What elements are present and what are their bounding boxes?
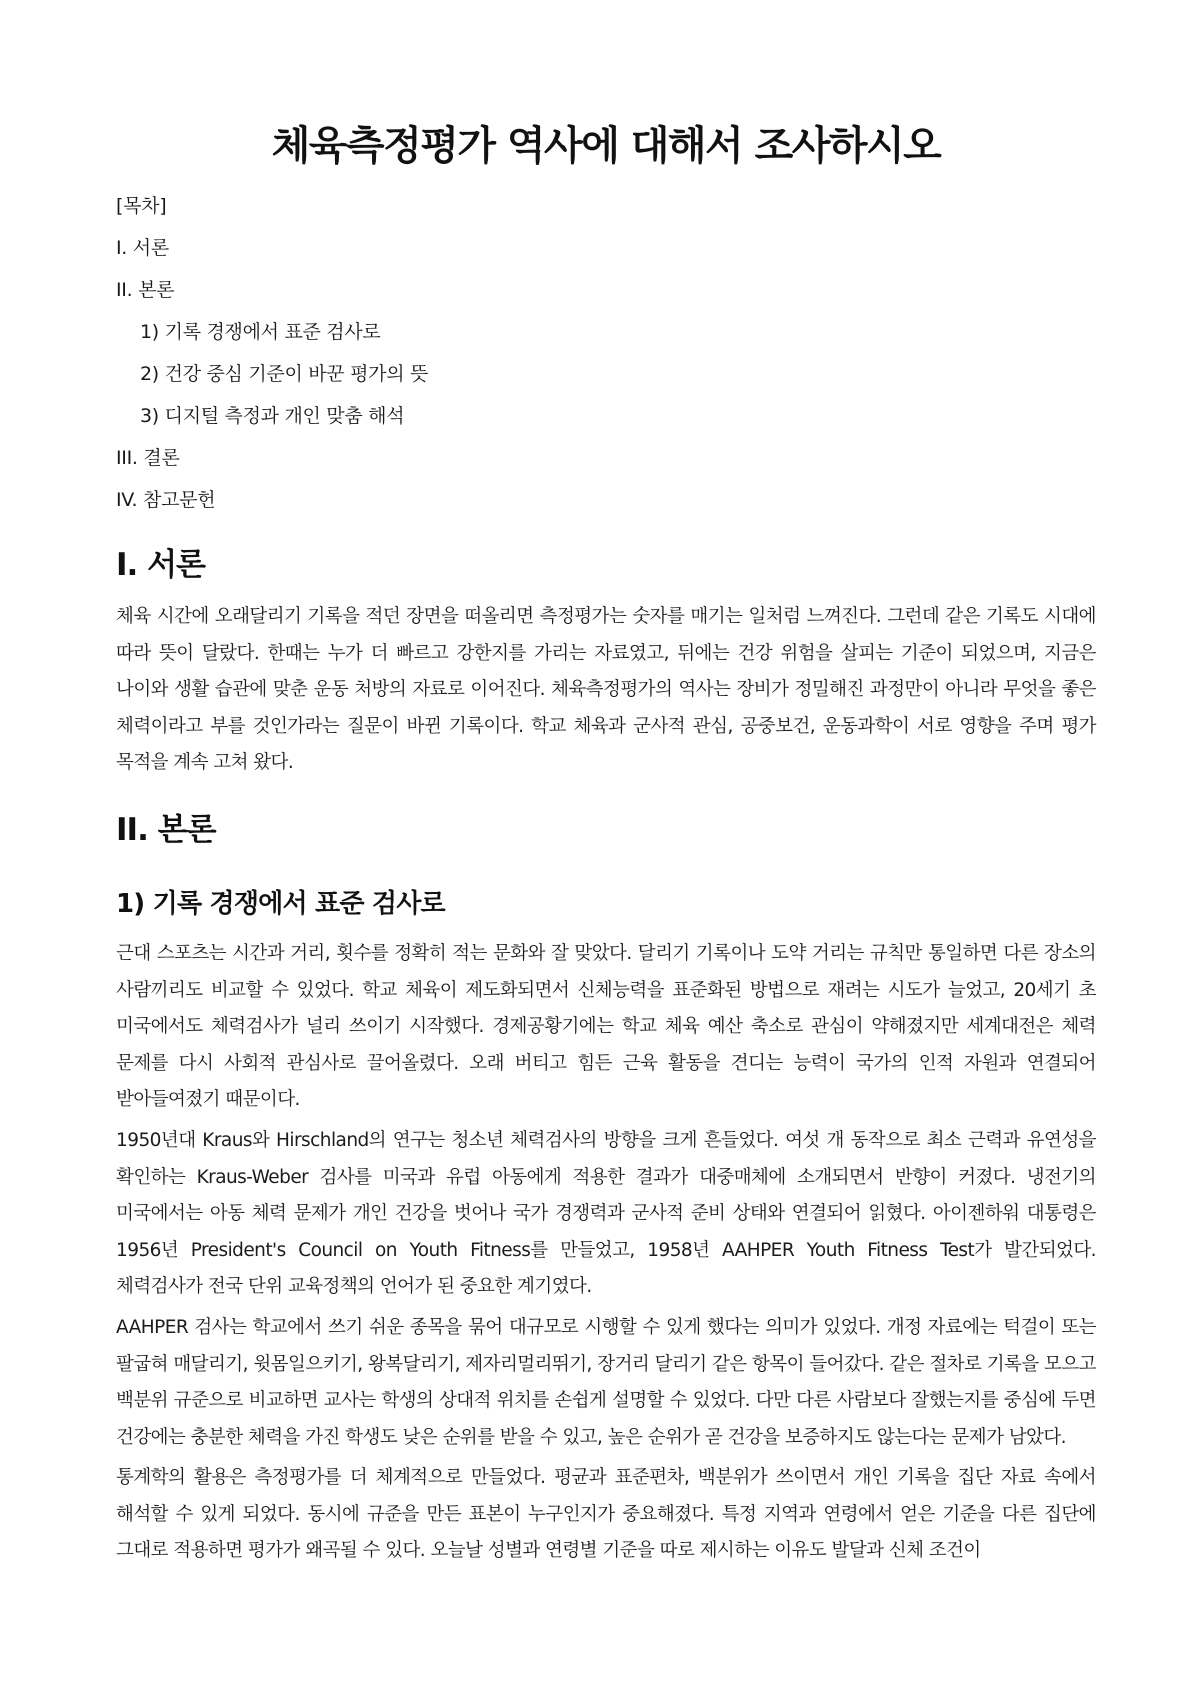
toc-item-intro: I. 서론 bbox=[116, 237, 169, 259]
body-heading: II. 본론 bbox=[116, 811, 216, 848]
toc-heading: [목차] bbox=[116, 195, 167, 217]
toc-item-body-section-1: 1) 기록 경쟁에서 표준 검사로 bbox=[140, 321, 381, 343]
toc-item-references: IV. 참고문헌 bbox=[116, 489, 216, 511]
toc-item-body: II. 본론 bbox=[116, 279, 175, 301]
section-1-paragraph-4: 통계학의 활용은 측정평가를 더 체계적으로 만들었다. 평균과 표준편차, 백분위가 쓰이면서 개인 기록을 집단 자료 속에서 해석할 수 있게 되었다. 동시에 규준을 만든 표본이 누구인지가 중요해졌다. 특정 지역과 연령에서 얻은 기준을 다른 집단에 그대로 적용하면 평가가 왜곡될 수 있다. 오늘날 성별과 연령별 기준을 따로 제시하는 이유도 발달과 신체 조건이 bbox=[116, 1467, 1096, 1562]
table-of-contents bbox=[116, 194, 1096, 513]
intro-heading: I. 서론 bbox=[116, 547, 205, 583]
section-1-paragraph-1: 근대 스포츠는 시간과 거리, 횟수를 정확히 적는 문화와 잘 맞았다. 달리기 기록이나 도약 거리는 규칙만 통일하면 다른 장소의 사람끼리도 비교할 수 있었다. 학교 체육이 제도화되면서 신체능력을 표준화된 방법으로 재려는 시도가 늘었고, 20세기 초 미국에서도 체력검사가 널리 쓰이기 시작했다. 경제공황기에는 학교 체육 예산 축소로 관심이 약해졌지만 세계대전은 체력 문제를 다시 사회적 관심사로 끌어올렸다. 오래 버티고 힘든 근육 활동을 견디는 능력이 국가의 인적 자원과 연결되어 받아들여졌기 때문이다. bbox=[116, 942, 1096, 1111]
toc-item-body-section-3: 3) 디지털 측정과 개인 맞춤 해석 bbox=[140, 405, 405, 427]
section-1-paragraph-3: AAHPER 검사는 학교에서 쓰기 쉬운 종목을 묶어 대규모로 시행할 수 있게 했다는 의미가 있었다. 개정 자료에는 턱걸이 또는 팔굽혀 매달리기, 윗몸일으키기, 왕복달리기, 제자리멀리뛰기, 장거리 달리기 같은 항목이 들어갔다. 같은 절차로 기록을 모으고 백분위 규준으로 비교하면 교사는 학생의 상대적 위치를 손쉽게 설명할 수 있었다. 다만 다른 사람보다 잘했는지를 중심에 두면 건강에는 충분한 체력을 가진 학생도 낮은 순위를 받을 수 있고, 높은 순위가 곧 건강을 보증하지도 않는다는 문제가 남았다. bbox=[116, 1316, 1096, 1448]
intro-paragraph: 체육 시간에 오래달리기 기록을 적던 장면을 떠올리면 측정평가는 숫자를 매기는 일처럼 느껴진다. 그런데 같은 기록도 시대에 따라 뜻이 달랐다. 한때는 누가 더 빠르고 강한지를 가리는 자료였고, 뒤에는 건강 위험을 살피는 기준이 되었으며, 지금은 나이와 생활 습관에 맞춘 운동 처방의 자료로 이어진다. 체육측정평가의 역사는 장비가 정밀해진 과정만이 아니라 무엇을 좋은 체력이라고 부를 것인가라는 질문이 바뀐 기록이다. 학교 체육과 군사적 관심, 공중보건, 운동과학이 서로 영향을 주며 평가 목적을 계속 고쳐 왔다. bbox=[116, 606, 1096, 774]
section-1-paragraph-2: 1950년대 Kraus와 Hirschland의 연구는 청소년 체력검사의 방향을 크게 흔들었다. 여섯 개 동작으로 최소 근력과 유연성을 확인하는 Kraus-Weber 검사를 미국과 유럽 아동에게 적용한 결과가 대중매체에 소개되면서 반향이 커졌다. 냉전기의 미국에서는 아동 체력 문제가 개인 건강을 벗어나 국가 경쟁력과 군사적 준비 상태와 연결되어 읽혔다. 아이젠하워 대통령은 1956년 President's Council on Youth Fitness를 만들었고, 1958년 AAHPER Youth Fitness Test가 발간되었다. 체력검사가 전국 단위 교육정책의 언어가 된 중요한 계기였다. bbox=[116, 1129, 1096, 1298]
section-1-heading: 1) 기록 경쟁에서 표준 검사로 bbox=[116, 888, 445, 919]
toc-item-conclusion: III. 결론 bbox=[116, 447, 180, 469]
toc-item-body-section-2: 2) 건강 중심 기준이 바꾼 평가의 뜻 bbox=[140, 363, 429, 385]
document-page bbox=[116, 0, 1096, 1570]
document-title: 체육측정평가 역사에 대해서 조사하시오 bbox=[271, 123, 941, 169]
